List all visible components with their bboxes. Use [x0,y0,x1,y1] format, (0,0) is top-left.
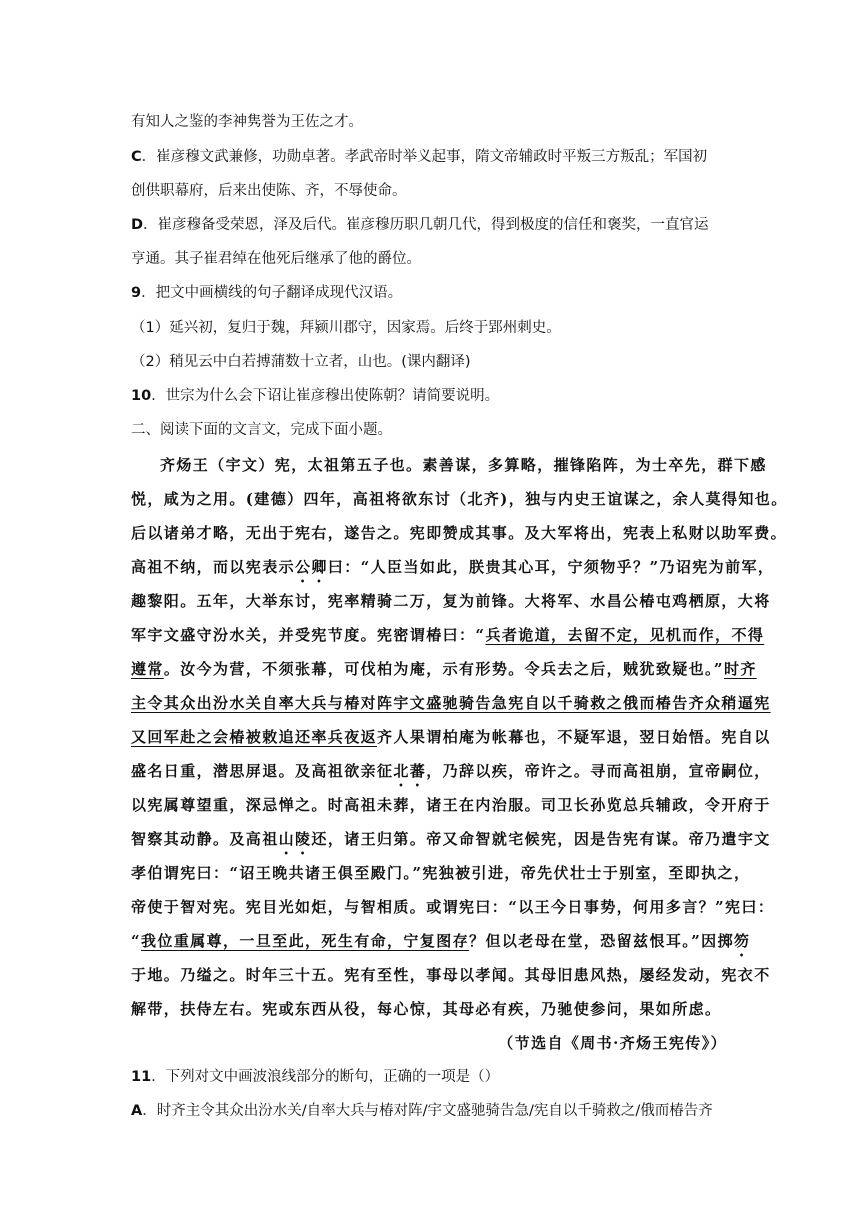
passage-line: 趣黎阳。五年，大举东讨，宪率精骑二万，复为前锋。大将军、水昌公椿屯鸡栖原，大将 [131,592,771,610]
question-9-item-1: （1）延兴初，复归于魏，拜颍川郡守，因家焉。后终于郢州刺史。 [131,320,561,336]
passage-source: （节选自《周书·齐炀王宪传》） [498,1034,727,1052]
passage-line: 军宇文盛守汾水关，并受宪节度。宪密谓椿曰：“兵者诡道，去留不定，见机而作，不得 [131,626,765,644]
passage-line: 智察其动静。及高祖山陵还，诸王归第。帝又命智就宅候宪，因是告宪有谋。帝乃遣宇文 [131,830,771,848]
question-9-item-2: （2）稍见云中白若搏蒲数十立者，山也。(课内翻译) [131,354,471,370]
passage-line: 齐炀王（宇文）宪，太祖第五子也。素善谋，多算略，摧锋陷阵，为士卒先，群下感 [160,456,767,474]
passage-line: 遵常。汝今为营，不须张幕，可伐柏为庵，示有形势。令兵去之后，贼犹致疑也。”时齐 [131,660,757,678]
option-d-cont: 亨通。其子崔君绰在他死后继承了他的爵位。 [131,251,421,267]
passage-line: 主令其众出汾水关自率大兵与椿对阵宇文盛驰骑告急宪自以千骑救之俄而椿告齐众稍逼宪 [131,694,771,712]
question-11-option-a: A．时齐主令其众出汾水关/自率大兵与椿对阵/宇文盛驰骑告急/宪自以千骑救之/俄而椿告齐 [131,1103,713,1119]
option-c: C．崔彦穆文武兼修，功勋卓著。孝武帝时举义起事，隋文帝辅政时平叛三方叛乱；军国初 [131,149,708,165]
section-heading: 二、阅读下面的文言文，完成下面小题。 [131,422,392,438]
option-b-continuation: 有知人之鉴的李神隽誉为王佐之才。 [131,114,363,130]
passage-line: 孝伯谓宪曰：“诏王晚共诸王俱至殿门。”宪独被引进，帝先伏壮士于别室，至即执之， [131,864,751,882]
question-9: 9．把文中画横线的句子翻译成现代汉语。 [131,285,403,301]
question-10: 10．世宗为什么会下诏让崔彦穆出使陈朝？请简要说明。 [131,388,500,404]
option-c-cont: 创供职幕府，后来出使陈、齐，不辱使命。 [131,183,407,199]
passage-line: 又回军赴之会椿被敕追还率兵夜返齐人果谓柏庵为帐幕也，不疑军退，翌日始悟。宪自以 [131,728,771,746]
passage-line: 于地。乃缢之。时年三十五。宪有至性，事母以孝闻。其母旧患风热，屡经发动，宪衣不 [131,966,771,984]
passage-line: 以宪属尊望重，深忌惮之。时高祖未葬，诸王在内治服。司卫长孙览总兵辅政，令开府于 [131,796,771,814]
option-d: D．崔彦穆备受荣恩，泽及后代。崔彦穆历职几朝几代，得到极度的信任和褒奖，一直官运 [131,217,709,233]
passage-line: 帝使于智对宪。宪目光如炬，与智相质。或谓宪曰：“以王今日事势，何用多言？”宪曰： [131,898,775,916]
passage-line: “我位重属尊，一旦至此，死生有命，宁复图存？但以老母在堂，恐留兹恨耳。”因掷笏 [131,932,751,950]
question-11: 11．下列对文中画波浪线部分的断句，正确的一项是（） [131,1069,500,1085]
passage-line: 高祖不纳，而以宪表示公卿曰：“人臣当如此，朕贵其心耳，宁须物乎？”乃诏宪为前军， [131,558,775,576]
passage-line: 后以诸弟才略，无出于宪右，遂告之。宪即赞成其事。及大军将出，宪表上私财以助军费。 [131,524,788,542]
passage-line: 解带，扶侍左右。宪或东西从役，每心惊，其母必有疾，乃驰使参问，果如所虑。 [131,1000,722,1018]
passage-line: 悦，咸为之用。(建德）四年，高祖将欲东讨（北齐)，独与内史王谊谋之，余人莫得知也。 [131,490,788,508]
passage-line: 盛名日重，潜思屏退。及高祖欲亲征北蕃，乃辞以疾，帝许之。寻而高祖崩，宣帝嗣位， [131,762,771,780]
